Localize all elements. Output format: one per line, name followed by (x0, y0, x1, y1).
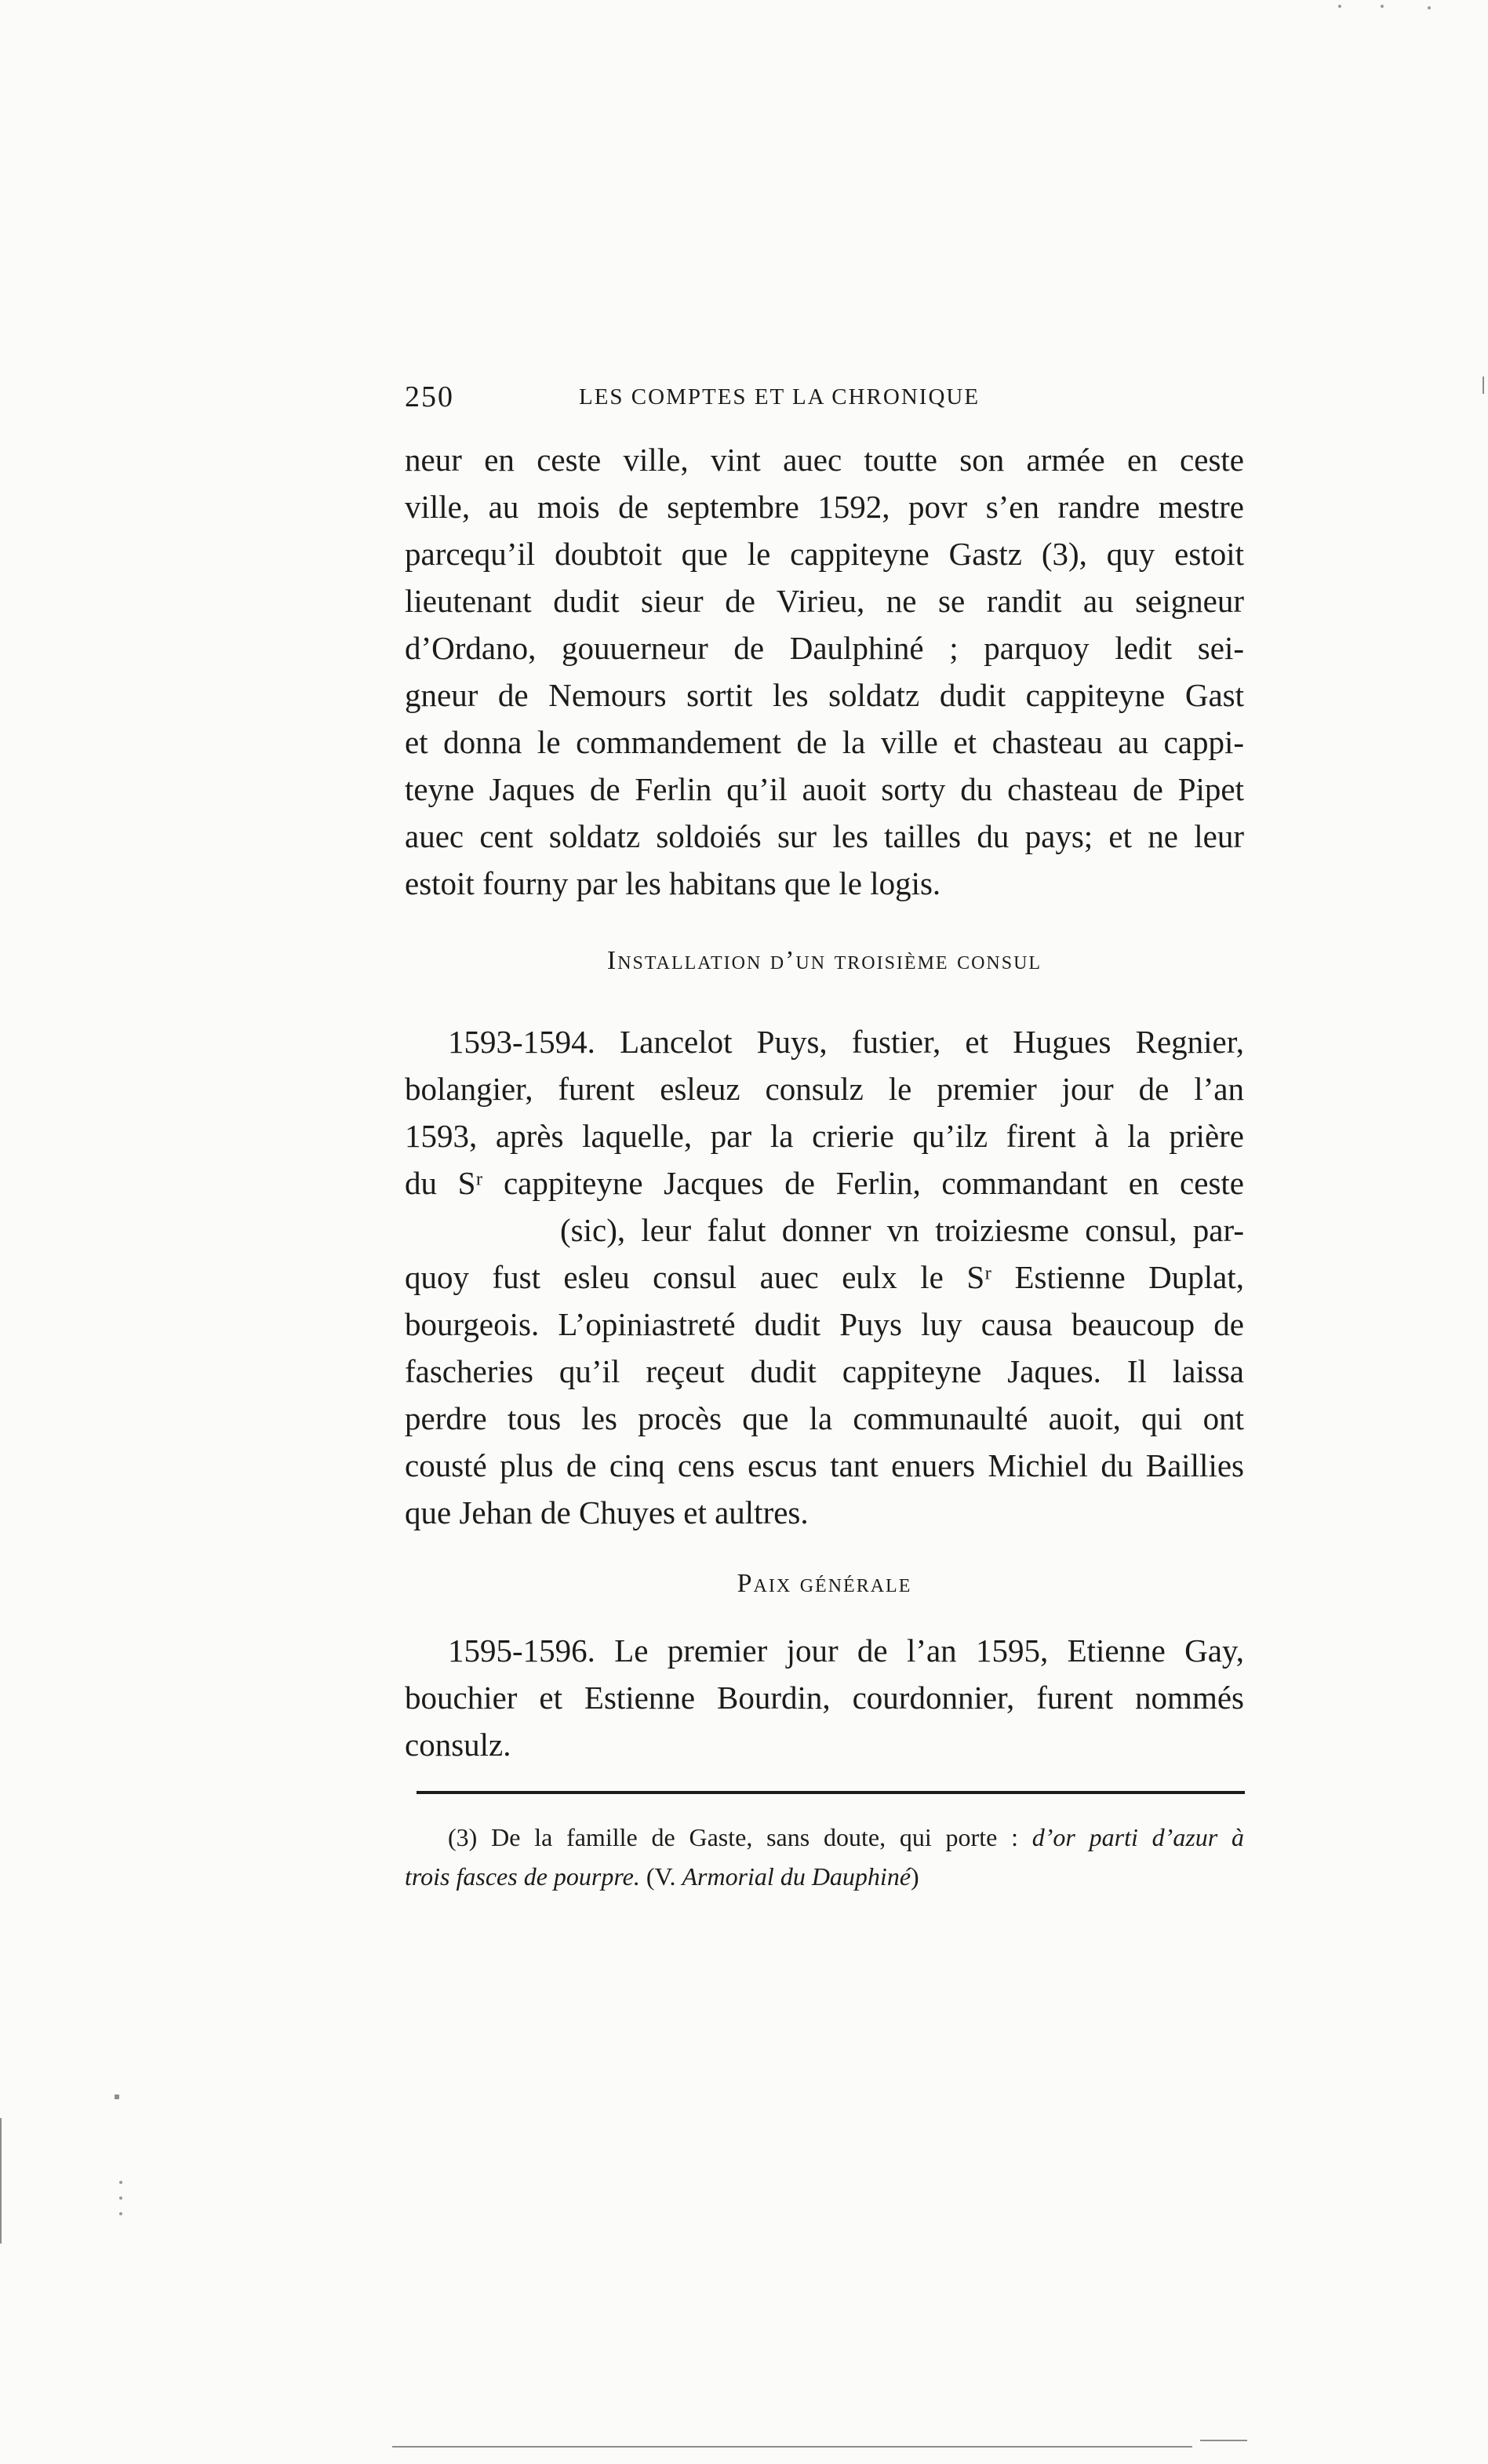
scan-edge-mark (1200, 2440, 1247, 2441)
text-line: neur en ceste ville, vint auec toutte son armée en ceste (405, 442, 1244, 478)
text-line: perdre tous les procès que la communaulté auoit, qui ont (405, 1400, 1244, 1436)
text-line: bourgeois. L’opiniastreté dudit Puys luy causa beaucoup de (405, 1306, 1244, 1342)
text-line: bolangier, furent esleuz consulz le premier jour de l’an (405, 1071, 1244, 1107)
scan-edge-mark (0, 2118, 2, 2244)
footnote (405, 1818, 1244, 1896)
text-line: quoy fust esleu consul auec eulx le Sʳ Estienne Duplat, (405, 1259, 1244, 1295)
scan-dot (119, 2181, 122, 2184)
text-line: estoit fourny par les habitans que le logis. (405, 865, 941, 901)
paragraph-continuation (405, 436, 1244, 907)
text-line: auec cent soldatz soldoiés sur les tailles du pays; et ne leur (405, 818, 1244, 854)
text-line: 1593, après laquelle, par la crierie qu’ilz firent à la prière (405, 1118, 1244, 1154)
text-line: et donna le commandement de la ville et chasteau au cappi- (405, 724, 1244, 760)
section-paragraph (405, 1627, 1244, 1768)
scan-dot (119, 2196, 122, 2200)
text-line: gneur de Nemours sortit les soldatz dudit cappiteyne Gast (405, 677, 1244, 713)
section-paragraph (405, 1018, 1244, 1536)
text-line: cousté plus de cinq cens escus tant enuers Michiel du Baillies (405, 1447, 1244, 1483)
text-line: ville, au mois de septembre 1592, povr s’en randre mestre (405, 489, 1244, 525)
footnote-line (405, 1857, 1244, 1896)
footnote-rule (417, 1791, 1245, 1794)
text-line: du Sʳ cappiteyne Jacques de Ferlin, commandant en ceste (405, 1165, 1244, 1201)
text-line: consulz. (405, 1727, 511, 1763)
text-line: fascheries qu’il reçeut dudit cappiteyne Jaques. Il laissa (405, 1353, 1244, 1389)
footnote-italic-text: d’or parti d’azur à (1031, 1823, 1244, 1851)
text-line: lieutenant dudit sieur de Virieu, ne se randit au seigneur (405, 583, 1244, 619)
section-heading: Installation d’un troisième consul (606, 946, 1042, 975)
scan-dot (119, 2212, 122, 2215)
text-line: 1593-1594. Lancelot Puys, fustier, et Hugues Regnier, (448, 1024, 1244, 1060)
scan-dot (1381, 5, 1384, 8)
text-line: teyne Jaques de Ferlin qu’il auoit sorty du chasteau de Pipet (405, 771, 1244, 807)
footnote-italic-text: trois fasces de pourpre. (405, 1862, 640, 1891)
text-line: que Jehan de Chuyes et aultres. (405, 1494, 809, 1530)
footnote-text: (3) De la famille de Gaste, sans doute, qui porte : (448, 1823, 1032, 1851)
scan-edge-mark (392, 2446, 1192, 2448)
scan-dot (1338, 5, 1341, 8)
footnote-text: ) (911, 1862, 919, 1891)
page-number: 250 (405, 380, 454, 413)
footnote-line (405, 1818, 1244, 1857)
running-head (405, 380, 1244, 419)
text-line: (sic), leur falut donner vn troiziesme consul, par- (560, 1212, 1244, 1248)
footnote-italic-text: Armorial du Dauphiné (682, 1862, 911, 1891)
running-title: LES COMPTES ET LA CHRONIQUE (579, 384, 980, 409)
section-heading: Paix générale (737, 1569, 912, 1598)
scan-dot (1428, 6, 1431, 9)
text-line: parcequ’il doubtoit que le cappiteyne Gastz (3), quy estoit (405, 536, 1244, 572)
footnote-text: (V. (639, 1862, 682, 1891)
scan-edge-mark (115, 2095, 119, 2099)
text-line: bouchier et Estienne Bourdin, courdonnier, furent nommés (405, 1680, 1244, 1716)
text-line: d’Ordano, gouuerneur de Daulphiné ; parquoy ledit sei- (405, 630, 1244, 666)
scan-edge-mark (1483, 377, 1484, 394)
text-line: 1595-1596. Le premier jour de l’an 1595, Etienne Gay, (448, 1632, 1244, 1669)
